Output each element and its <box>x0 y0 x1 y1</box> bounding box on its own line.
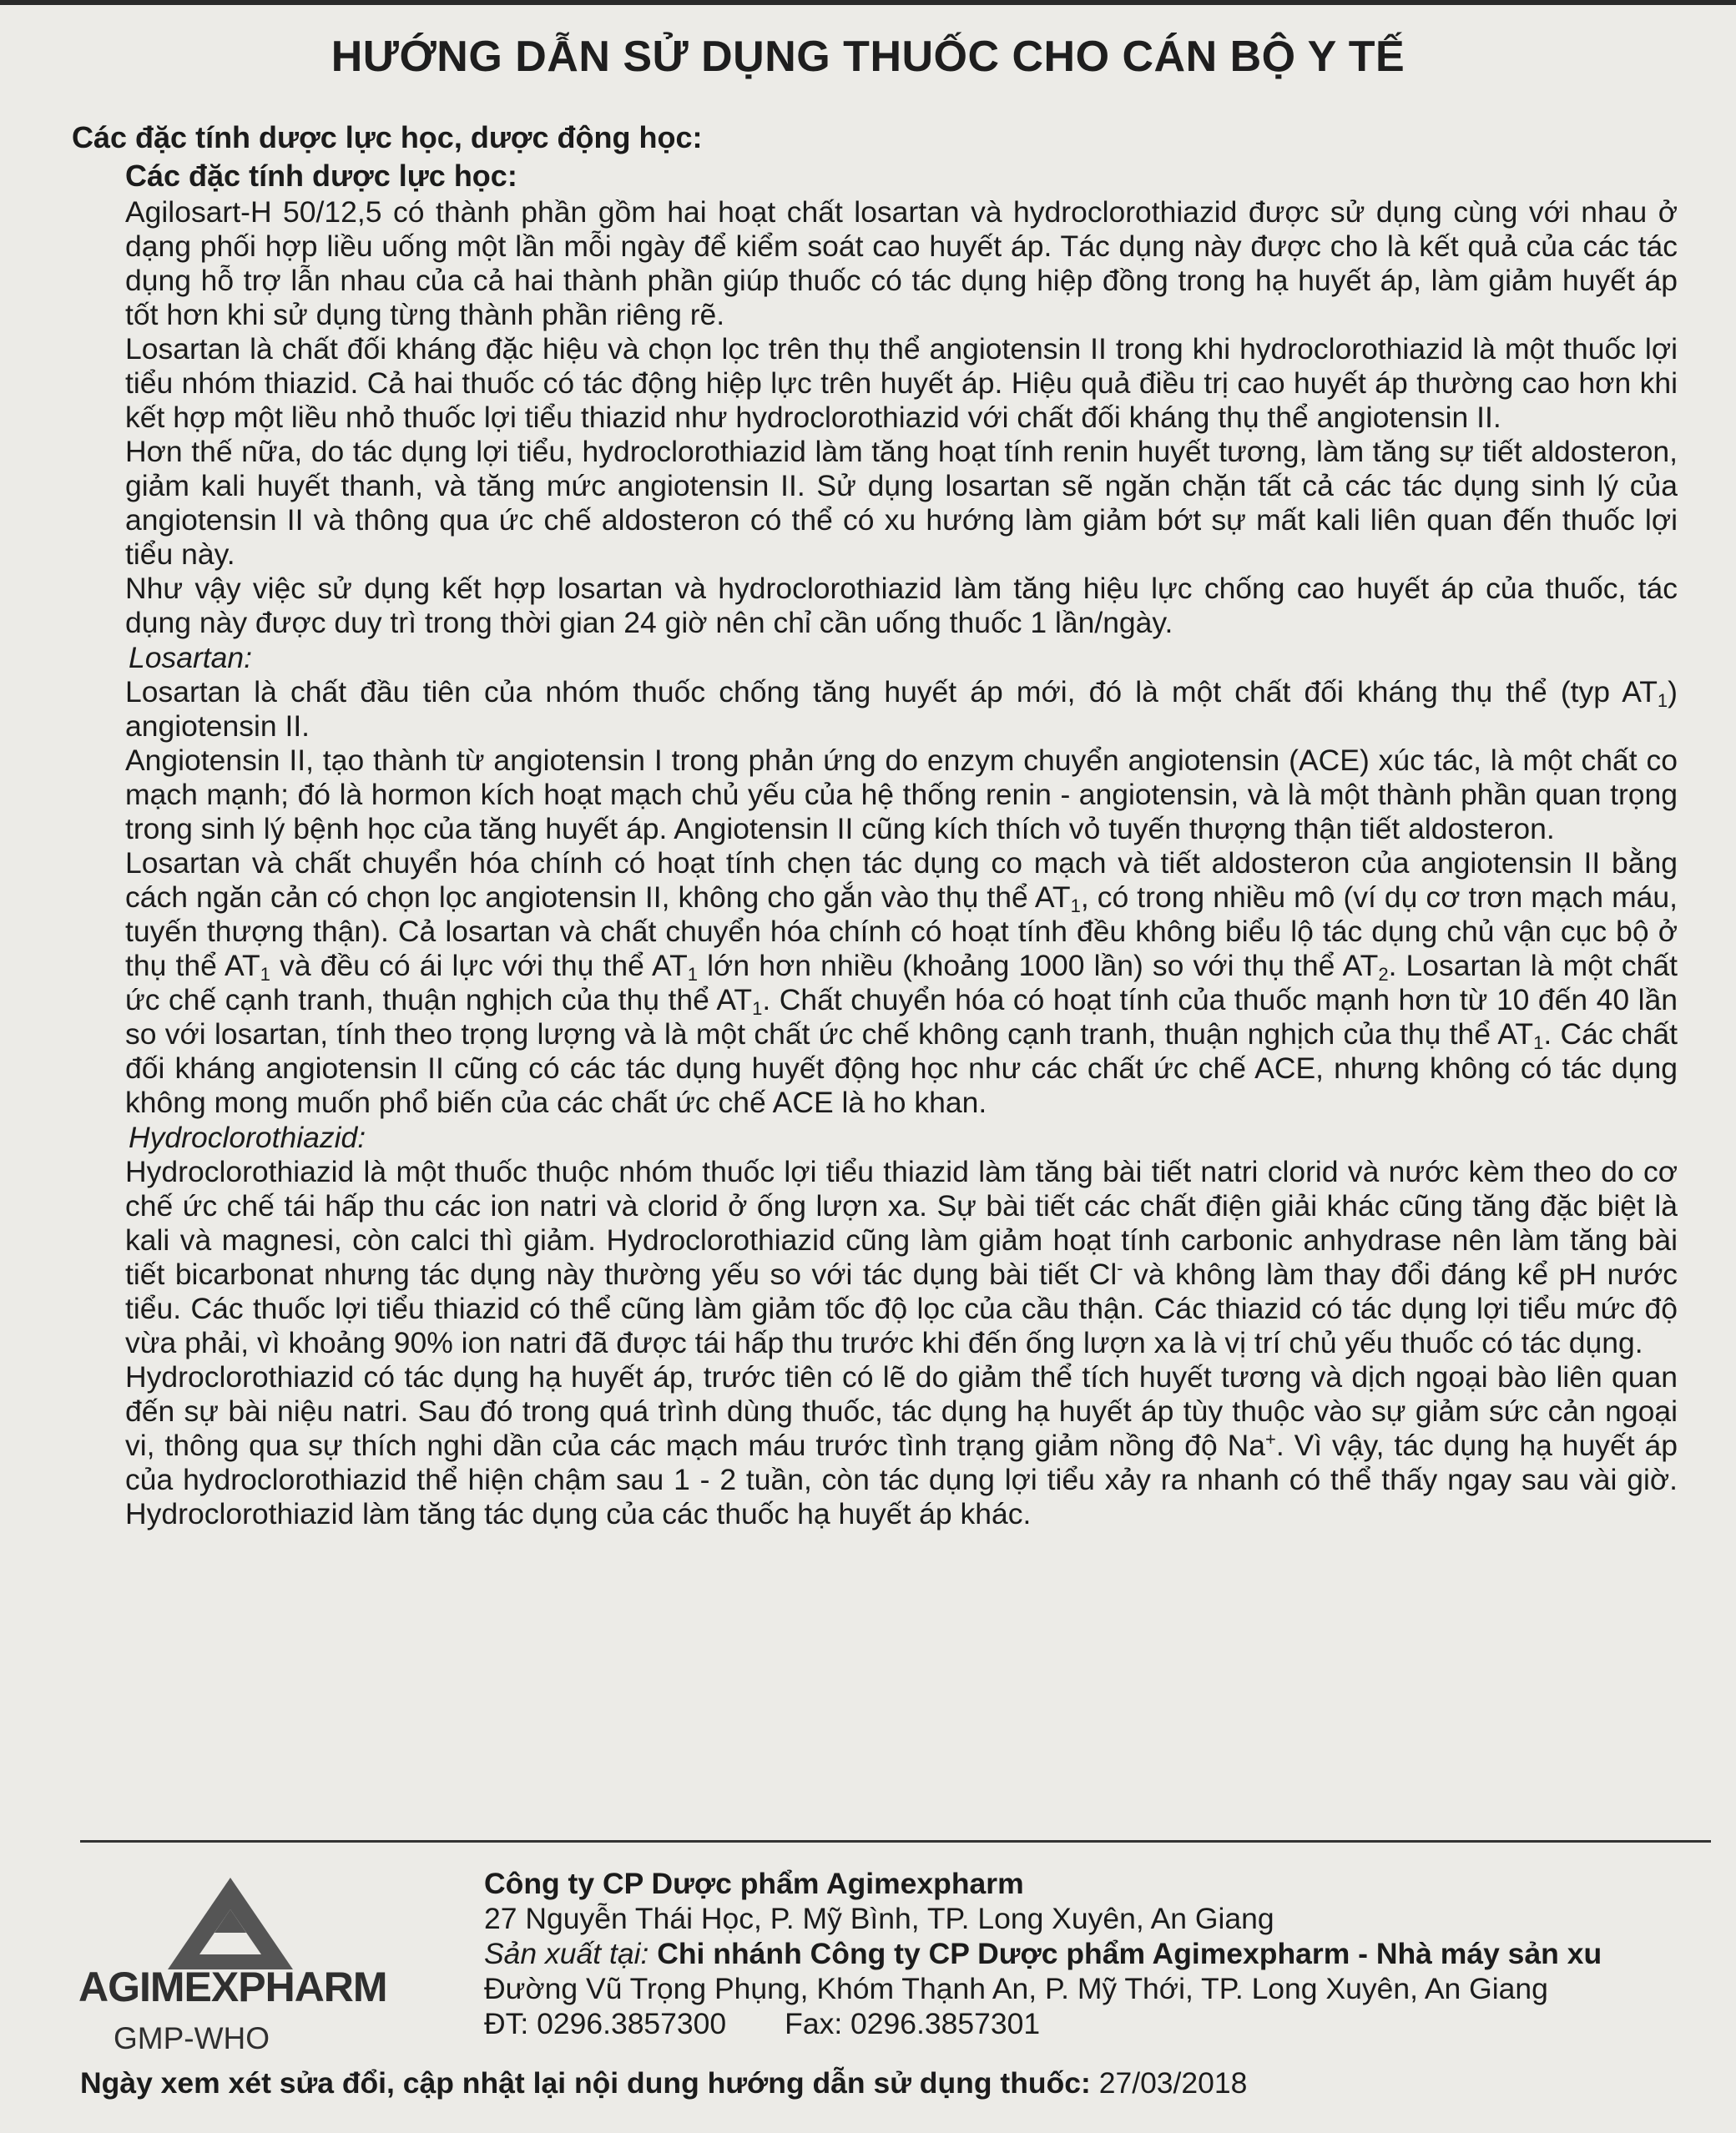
text-run: Hydroclorothiazid có tác dụng hạ huyết áp, trước tiên có lẽ do giảm thể tích huyết tương và dịch ngoại bào liên quan đến sự bài niệu natri. Sau đó trong quá trình dùng thuốc, tác dụng hạ huyết áp tùy thuộc vào sự giảm sức cản ngoại vi, thông qua sự thích nghi dần của các mạch máu trước tình trạng giảm nồng độ Na <box>125 1360 1678 1462</box>
text-run: và đều có ái lực với thụ thể AT <box>270 949 688 982</box>
text-run: . Chất chuyển hóa có hoạt tính của thuốc mạnh hơn từ 10 đến 40 lần so với losartan, tính theo trọng lượng và là một chất ức chế không cạnh tranh, thuận nghịch của thụ thể AT <box>125 983 1678 1051</box>
subscript: 1 <box>260 964 270 985</box>
paragraph: Hơn thế nữa, do tác dụng lợi tiểu, hydroclorothiazid làm tăng hoạt tính renin huyết tương, làm tăng sự tiết aldosteron, giảm kali huyết thanh, và tăng mức angiotensin II. Sử dụng losartan sẽ ngăn chặn tất cả các tác dụng sinh lý của angiotensin II và thông qua ức chế aldosteron có thể có xu hướng làm giảm bớt sự mất kali liên quan đến thuốc lợi tiểu này. <box>125 435 1678 571</box>
hydroclorothiazid-paragraphs <box>125 1155 1678 1531</box>
subsection-heading: Các đặc tính dược lực học: <box>125 159 517 193</box>
subscript: 1 <box>1070 895 1081 916</box>
superscript: - <box>1117 1258 1123 1278</box>
contact-line <box>484 2006 1736 2041</box>
subscript: 1 <box>687 964 699 985</box>
paragraph <box>125 846 1678 1120</box>
text-run: ) angiotensin II. <box>125 675 1678 743</box>
company-address: 27 Nguyễn Thái Học, P. Mỹ Bình, TP. Long Xuyên, An Giang <box>484 1902 1274 1935</box>
certification-label: GMP-WHO <box>114 2021 270 2055</box>
losartan-paragraphs <box>125 675 1678 1120</box>
text-run: và không làm thay đổi đáng kể pH nước tiểu. Các thuốc lợi tiểu thiazid có thể cũng làm giảm tốc độ lọc của cầu thận. Các thiazid có tác dụng lợi tiểu mức độ vừa phải, vì khoảng 90% ion natri đã được tái hấp thu trước khi đến ống lượn xa là vị trí chủ yếu thuốc có tác dụng. <box>125 1258 1678 1359</box>
subscript: 1 <box>1533 1032 1544 1053</box>
paragraph <box>125 1155 1678 1360</box>
text-run: lớn hơn nhiều (khoảng 1000 lần) so với thụ thể AT <box>698 949 1379 982</box>
text-run: . Vì vậy, tác dụng hạ huyết áp của hydroclorothiazid thể hiện chậm sau 1 - 2 tuần, còn tác dụng lợi tiểu xảy ra nhanh có thể thấy ngay sau vài giờ. Hydroclorothiazid làm tăng tác dụng của các thuốc hạ huyết áp khác. <box>125 1429 1678 1530</box>
subscript: 1 <box>752 998 763 1019</box>
manufacturer-label: Sản xuất tại: <box>484 1937 649 1970</box>
paragraph: Losartan là chất đối kháng đặc hiệu và chọn lọc trên thụ thể angiotensin II trong khi hydroclorothiazid là một thuốc lợi tiểu nhóm thiazid. Cả hai thuốc có tác động hiệp lực trên huyết áp. Hiệu quả điều trị cao huyết áp thường cao hơn khi kết hợp một liều nhỏ thuốc lợi tiểu thiazid như hydroclorothiazid với chất đối kháng thụ thể angiotensin II. <box>125 332 1678 434</box>
text-run: Losartan là chất đầu tiên của nhóm thuốc chống tăng huyết áp mới, đó là một chất đối kháng thụ thể (typ AT <box>125 675 1658 708</box>
company-name: Công ty CP Dược phẩm Agimexpharm <box>484 1867 1024 1900</box>
section-heading: Các đặc tính dược lực học, dược động học: <box>72 120 703 154</box>
footer-divider <box>80 1840 1711 1843</box>
manufacturer-name: Chi nhánh Công ty CP Dược phẩm Agimexpharm - Nhà máy sản xu <box>657 1937 1602 1970</box>
company-info <box>484 1866 1736 2041</box>
paragraph: Angiotensin II, tạo thành từ angiotensin I trong phản ứng do enzym chuyển angiotensin (ACE) xúc tác, là một chất co mạch mạnh; đó là hormon kích hoạt mạch chủ yếu của hệ thống renin - angiotensin, và là một thành phần quan trọng trong sinh lý bệnh học của tăng huyết áp. Angiotensin II cũng kích thích vỏ tuyến thượng thận tiết aldosteron. <box>125 744 1678 845</box>
manufacturer-line <box>484 1936 1736 1971</box>
paragraph <box>125 675 1678 744</box>
subscript: 2 <box>1378 964 1389 985</box>
text-run: , có trong nhiều mô (ví dụ cơ trơn mạch máu, tuyến thượng thận). Cả losartan và chất chuyển hóa chính có hoạt tính đều không biểu lộ tác dụng chủ vận cục bộ ở thụ thể AT <box>125 880 1678 982</box>
losartan-heading: Losartan: <box>129 641 253 674</box>
review-date: 27/03/2018 <box>1098 2066 1248 2100</box>
paragraph: Như vậy việc sử dụng kết hợp losartan và hydroclorothiazid làm tăng hiệu lực chống cao huyết áp của thuốc, tác dụng này được duy trì trong thời gian 24 giờ nên chỉ cần uống thuốc 1 lần/ngày. <box>125 572 1678 639</box>
page-title: HƯỚNG DẪN SỬ DỤNG THUỐC CHO CÁN BỘ Y TẾ <box>331 33 1405 81</box>
superscript: + <box>1264 1429 1276 1450</box>
text-run: . Losartan là một chất ức chế cạnh tranh, thuận nghịch của thụ thể AT <box>125 949 1678 1016</box>
paragraph: Agilosart-H 50/12,5 có thành phần gồm hai hoạt chất losartan và hydroclorothiazid được sử dụng cùng với nhau ở dạng phối hợp liều uống một lần mỗi ngày để kiểm soát cao huyết áp. Tác dụng này được cho là kết quả của các tác dụng hỗ trợ lẫn nhau của cả hai thành phần giúp thuốc có tác dụng hiệp đồng trong hạ huyết áp, làm giảm huyết áp tốt hơn khi sử dụng từng thành phần riêng rẽ. <box>125 195 1678 331</box>
top-rule <box>0 0 1736 5</box>
text-run: Hydroclorothiazid là một thuốc thuộc nhóm thuốc lợi tiểu thiazid làm tăng bài tiết natri clorid và nước kèm theo do cơ chế ức chế tái hấp thu các ion natri và clorid ở ống lượn xa. Sự bài tiết các chất điện giải khác cũng tăng đặc biệt là kali và magnesi, còn calci thì giảm. Hydroclorothiazid cũng làm giảm hoạt tính carbonic anhydrase nên làm tăng bài tiết bicarbonat nhưng tác dụng này thường yếu so với tác dụng bài tiết Cl <box>125 1155 1678 1291</box>
fax: Fax: 0296.3857301 <box>785 2007 1041 2040</box>
paragraph <box>125 1360 1678 1531</box>
company-logo <box>72 1878 406 2070</box>
subscript: 1 <box>1657 690 1668 711</box>
intro-paragraphs <box>125 195 1678 640</box>
text-run: Losartan và chất chuyển hóa chính có hoạt tính chẹn tác dụng co mạch và tiết aldosteron của angiotensin II bằng cách ngăn cản có chọn lọc angiotensin II, không cho gắn vào thụ thể AT <box>125 846 1678 914</box>
brand-name: AGIMEXPHARM <box>78 1964 387 2010</box>
phone: ĐT: 0296.3857300 <box>484 2007 727 2040</box>
triangle-logo-icon <box>168 1878 293 1969</box>
main-content <box>72 118 1678 1531</box>
hydroclorothiazid-heading: Hydroclorothiazid: <box>129 1121 366 1154</box>
manufacturer-address: Đường Vũ Trọng Phụng, Khóm Thạnh An, P. Mỹ Thới, TP. Long Xuyên, An Giang <box>484 1972 1548 2005</box>
review-label: Ngày xem xét sửa đổi, cập nhật lại nội dung hướng dẫn sử dụng thuốc: <box>80 2066 1091 2100</box>
review-date-line <box>80 2066 1247 2100</box>
text-run: . Các chất đối kháng angiotensin II cũng có các tác dụng huyết động học như các chất ức chế ACE, nhưng không có tác dụng không mong muốn phổ biến của các chất ức chế ACE là ho khan. <box>125 1017 1678 1119</box>
